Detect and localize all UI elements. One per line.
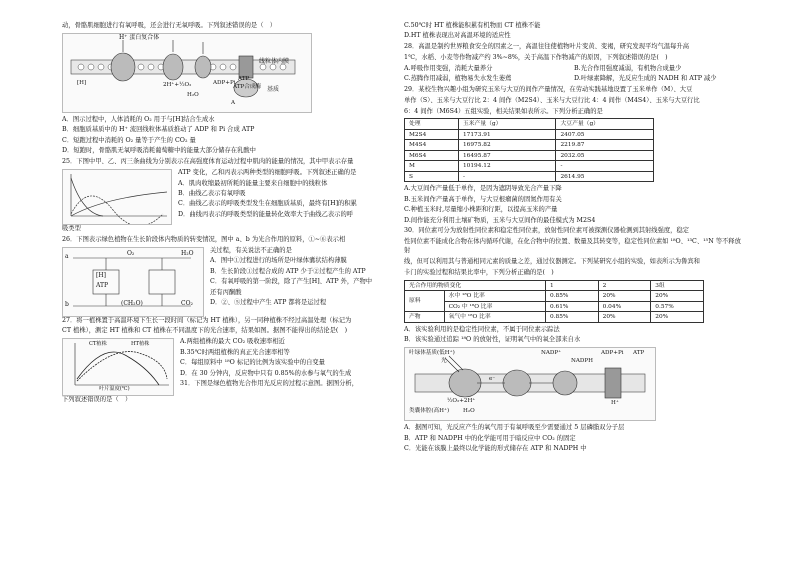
q28-options [404, 65, 744, 86]
table-cell: 0.04% [598, 301, 651, 312]
table-cell: M6S4 [405, 150, 459, 161]
table-cell: M [405, 161, 459, 172]
fig1-label-inner-membrane: 线粒体内膜 [259, 57, 290, 65]
q27-option-d-cont: D.HT 植株表现出对高温环境的适应性 [404, 32, 511, 40]
fig1-label-complex: H⁺ 蛋白复合体 [119, 33, 160, 41]
fig31-label-light: 光 [441, 358, 447, 365]
table-row [405, 140, 654, 151]
q27-block [62, 338, 382, 396]
q29-option-d: D.间作能充分利用土壤矿物质，玉米与大豆间作的最佳模式为 M2S4 [404, 216, 596, 224]
fig31-label-h2o: H₂O [463, 408, 475, 415]
fig31-label-proton: H⁺ [611, 400, 619, 407]
q29-option-b: B.玉米间作产量高于单作，与大豆根瘤菌的固氮作用有关 [404, 195, 562, 203]
q29-stem2: 单作（S）、玉米与大豆行比 2：4 间作（M2S4）、玉米与大豆行比 4：4 间作（M4S4）、玉米与大豆行比 [404, 96, 700, 104]
table-header-row [405, 119, 654, 130]
flow-label-h: [H] [96, 271, 106, 279]
table-cell: 0.85% [546, 312, 599, 323]
q29-option-c: C.种植玉米时,尽量缩小株距和行距，以提高玉米的产量 [404, 206, 558, 214]
table-cell: 氧气中 ¹⁸O 比率 [444, 312, 545, 323]
q24-intro: 动，骨骼肌细胞进行有氧呼吸，还会进行无氧呼吸。下列叙述错误的是（ ） [62, 22, 277, 29]
q25-stem2: ATP 变化，乙和丙表示两种类型的细胞呼吸。下列叙述正确的是 [178, 168, 357, 176]
q30-stem: 30．同位素可分为放射性同位素和稳定性同位素，放射性同位素可被探测仪器检测到其射线强度，稳定 [404, 227, 690, 235]
fig1-label-adp: ADP+Pi [213, 79, 236, 86]
table-cell: CO₂ 中 ¹⁸O 比率 [444, 301, 545, 312]
fig31-label-stroma: 叶绿体基质(低H⁺) [409, 350, 455, 357]
q27-temperature-chart [62, 338, 174, 396]
table-cell: 水中 ¹⁸O 比率 [444, 291, 545, 302]
table-header: 光合作用的物质变化 [405, 280, 546, 291]
q29-stem3: 6：4 间作（M6S4）五组实验，相关结果如表所示。下列分析正确的是 [404, 107, 603, 115]
q27-option-d: D．在 30 分钟内，反应物中只有 0.85%的水参与氧气的生成 [180, 369, 352, 377]
fig1-label-matrix: 基质 [267, 85, 280, 93]
flow-label-ch2o: (CH₂O) [121, 299, 143, 307]
table-cell: 0.85% [546, 291, 599, 302]
table-cell: 0.61% [546, 301, 599, 312]
table-cell: 20% [598, 291, 651, 302]
table-cell: M2S4 [405, 129, 459, 140]
table-cell: 20% [598, 312, 651, 323]
q27-stem2: CT 植株），测定 HT 植株和 CT 植株在不同温度下的光合速率，结果如图。据图不能得出的结论是( ) [62, 327, 348, 335]
table-cell: 2614.95 [556, 171, 654, 182]
q26-option-c-cont: 还有丙酮酸 [210, 288, 242, 296]
q26-option-a: A．图中①过程进行的场所是叶绿体囊状结构薄膜 [210, 257, 347, 265]
q27-option-a: A.两组植株的最大 CO₂ 吸收速率相近 [180, 338, 285, 346]
table-cell: 16975.82 [458, 140, 556, 151]
q28-option-d: D.叶绿素降解，光反应生成的 NADH 和 ATP 减少 [574, 75, 717, 83]
q26-block [62, 247, 382, 317]
fig1-label-synthase: ATP合成酶 [233, 83, 262, 90]
q31-option-c: C．光能在该膜上最终以化学能的形式储存在 ATP 和 NADPH 中 [404, 445, 587, 453]
q29-stem: 29．某校生物兴趣小组为研究玉米与大豆的间作产量情况，在劳动实践基地设置了玉米单作（M）、大豆 [404, 85, 693, 93]
fig1-label-h2o: H₂O [187, 91, 199, 98]
q25-option-a: A．肌肉收缩最初所耗的能量主要来自细胞中的线粒体 [178, 179, 328, 187]
q28-option-a: A.呼吸作用变强，消耗大量养分 [404, 64, 493, 72]
table-header-row [405, 280, 704, 291]
table-header: 2 [598, 280, 651, 291]
q24-option-b: B．细胞质基质中的 H⁺ 流回线粒体基质推动了 ADP 和 Pi 合成 ATP [62, 126, 255, 134]
q25-option-d: D．曲线丙表示的呼吸类型的能量转化效率大于曲线乙表示的呼 [178, 210, 354, 218]
table-row [405, 171, 654, 182]
q27-series-ht: HT植株 [131, 341, 150, 348]
q28-stem2: 1℃，水稻、小麦等作物减产约 3%~8%，关于高温下作物减产的原因，下列叙述错误的是( ) [404, 53, 668, 61]
q29-option-a: A.大豆间作产量低于单作，是因为遮阴导致光合产量下降 [404, 185, 562, 193]
flow-label-atp: ATP [96, 281, 109, 289]
fig31-label-adp: ADP+Pi [601, 350, 624, 357]
q30-table [404, 280, 704, 323]
table-cell: 0.57% [651, 301, 704, 312]
q24-option-c: C．短跑过程中消耗的 O₂ 量等于产生的 CO₂ 量 [62, 136, 196, 144]
q27-stem: 27．将一植株置于高温环境下生长一段时间（标记为 HT 植株），另一同种植株不经过高温处理（标记为 [62, 316, 352, 324]
q30-option-b: B．该实验通过追踪 ¹⁸O 的放射性，证明氧气中的氧全部来自水 [404, 336, 581, 344]
table-header: 3组 [651, 280, 704, 291]
table-cell: 10194.12 [458, 161, 556, 172]
q25-option-b: B．曲线乙表示有氧呼吸 [178, 190, 246, 197]
q25-tail: 吸类型 [62, 224, 81, 232]
table-cell: 2407.05 [556, 129, 654, 140]
q26-option-c: C．有氧呼吸的第一阶段，除了产生[H]、ATP 外，产物中 [210, 278, 373, 286]
table-cell: 2219.87 [556, 140, 654, 151]
q26-option-d: D．②、⑤过程中产生 ATP 都将是运过程 [210, 299, 327, 307]
q31-stem2: 下列叙述错误的是（ ） [62, 396, 132, 404]
q27-option-c-cont: C.50℃时 HT 植株能积累有机物而 CT 植株不能 [404, 22, 541, 29]
light-reaction-figure [404, 347, 656, 421]
q24-option-a: A．图示过程中，人体消耗的 O₂ 用于与[H]结合生成水 [62, 115, 215, 123]
q31-option-b: B．ATP 和 NADPH 中的化学能可用于暗反应中 CO₂ 的固定 [404, 434, 576, 442]
table-cell: - [556, 161, 654, 172]
q26-stem2: 关过程，有关说法不正确的是 [210, 246, 292, 254]
fig31-label-o2: ½O₂+2H⁺ [447, 398, 476, 405]
fig31-label-nadph: NADPH [571, 358, 594, 365]
right-column [404, 22, 744, 456]
table-cell: 2032.05 [556, 150, 654, 161]
q28-stem: 28．高温是制约世界粮食安全的因素之一，高温往往使植物叶片变黄、变褐，研究发现平均气温每升高 [404, 42, 690, 50]
fig31-label-lumen: 类囊体腔(高H⁺) [409, 408, 450, 415]
q30-stem4: 卡门的实验过程和结果比率中，下列分析正确的是( ) [404, 268, 554, 276]
q29-table [404, 118, 654, 182]
table-cell: 产物 [405, 312, 445, 323]
q26-stem: 26．下图表示绿色植物在生长阶段体内物质的转变情况，图中 a、b 为光合作用的原料，①~⑥表示相 [62, 235, 346, 243]
table-cell: M4S4 [405, 140, 459, 151]
fig31-label-electron: e⁻ [489, 376, 496, 383]
table-cell: 16495.87 [458, 150, 556, 161]
q30-stem2: 性同位素不能成化合物在体内循环代谢，在化合物中的位置、数量及其转变等，稳定性同位素如 ¹⁸O、¹³C、¹⁵N 等不释放射 [404, 238, 741, 255]
flow-label-o2: O₂ [127, 249, 135, 257]
fig1-label-o2: 2H⁺+½O₂ [163, 81, 192, 88]
table-header: 大豆产量（g） [556, 119, 654, 130]
q27-option-c: C．每组原料中 ¹⁸O 标记的比例为该实验中的自变量 [180, 359, 325, 367]
q30-option-a: A．该实验利用的是稳定性同位素，不属于同位素示踪法 [404, 325, 560, 333]
q25-block [62, 169, 382, 225]
fig1-label-a: A [231, 99, 236, 106]
mitochondria-membrane-figure [62, 33, 312, 113]
q28-option-b: B.光合作用强度减弱，有机物合成量少 [574, 64, 682, 72]
table-row [405, 129, 654, 140]
table-row [405, 291, 704, 302]
fig31-label-atp: ATP [633, 350, 645, 357]
table-row [405, 312, 704, 323]
table-cell: S [405, 171, 459, 182]
q26-option-b: B．生长阶段①过程合成的 ATP 少于②过程产生的 ATP [210, 267, 366, 275]
table-cell: 20% [651, 312, 704, 323]
q25-curves [63, 170, 171, 224]
q27-option-b: B.35℃时两组植株的真正光合速率相等 [180, 348, 290, 356]
q26-flow-diagram [62, 247, 204, 317]
flow-label-a: a [65, 252, 69, 260]
table-cell: 17173.91 [458, 129, 556, 140]
flow-label-b: b [65, 300, 69, 308]
table-row [405, 301, 704, 312]
q28-option-c: C.蒸腾作用减弱，植物易失水发生萎蔫 [404, 75, 512, 83]
q27-series-ct: CT植株 [89, 341, 107, 348]
table-header: 玉米产量（g） [458, 119, 556, 130]
flow-label-h2o: H₂O [181, 249, 194, 257]
q25-option-c: C．曲线乙表示的呼吸类型发生在细胞质基质，最终有[H]的积累 [178, 200, 357, 208]
fig31-label-nadp: NADP⁺ [541, 350, 562, 357]
q31-option-a: A．据图可知，光反应产生的氧气用于有氧呼吸至少需要通过 5 层磷脂双分子层 [404, 424, 625, 432]
table-header: 处理 [405, 119, 459, 130]
membrane-diagram [63, 34, 311, 112]
table-row [405, 161, 654, 172]
flow-label-co2: CO₂ [181, 299, 193, 307]
left-column [62, 22, 382, 407]
fig1-label-h: [H] [77, 79, 87, 86]
table-cell: - [458, 171, 556, 182]
q25-energy-chart [62, 169, 172, 225]
q24-option-d: D．短跑时，骨骼肌无氧呼吸消耗葡萄糖中的能量大部分储存在乳酸中 [62, 147, 256, 155]
table-header: 1 [546, 280, 599, 291]
fig1-label-atp: ATP [238, 75, 250, 82]
q30-stem3: 线，但可以利用其与普通相同元素的质量之差，通过仪器测定。下列某研究小组的实验，如表所示为鲁宾和 [404, 258, 700, 265]
q31-stem: 31．下图是绿色植物光合作用光反应的过程示意图。据图分析， [180, 380, 359, 388]
table-cell: 20% [651, 291, 704, 302]
q25-stem: 25．下图中甲、乙、丙三条曲线为分别表示在高强度体育运动过程中肌肉的能量的情况，其中甲表示存量 [62, 157, 354, 165]
table-row [405, 150, 654, 161]
q27-xlabel: 叶片温度(℃) [99, 386, 130, 393]
table-cell: 原料 [405, 291, 445, 312]
